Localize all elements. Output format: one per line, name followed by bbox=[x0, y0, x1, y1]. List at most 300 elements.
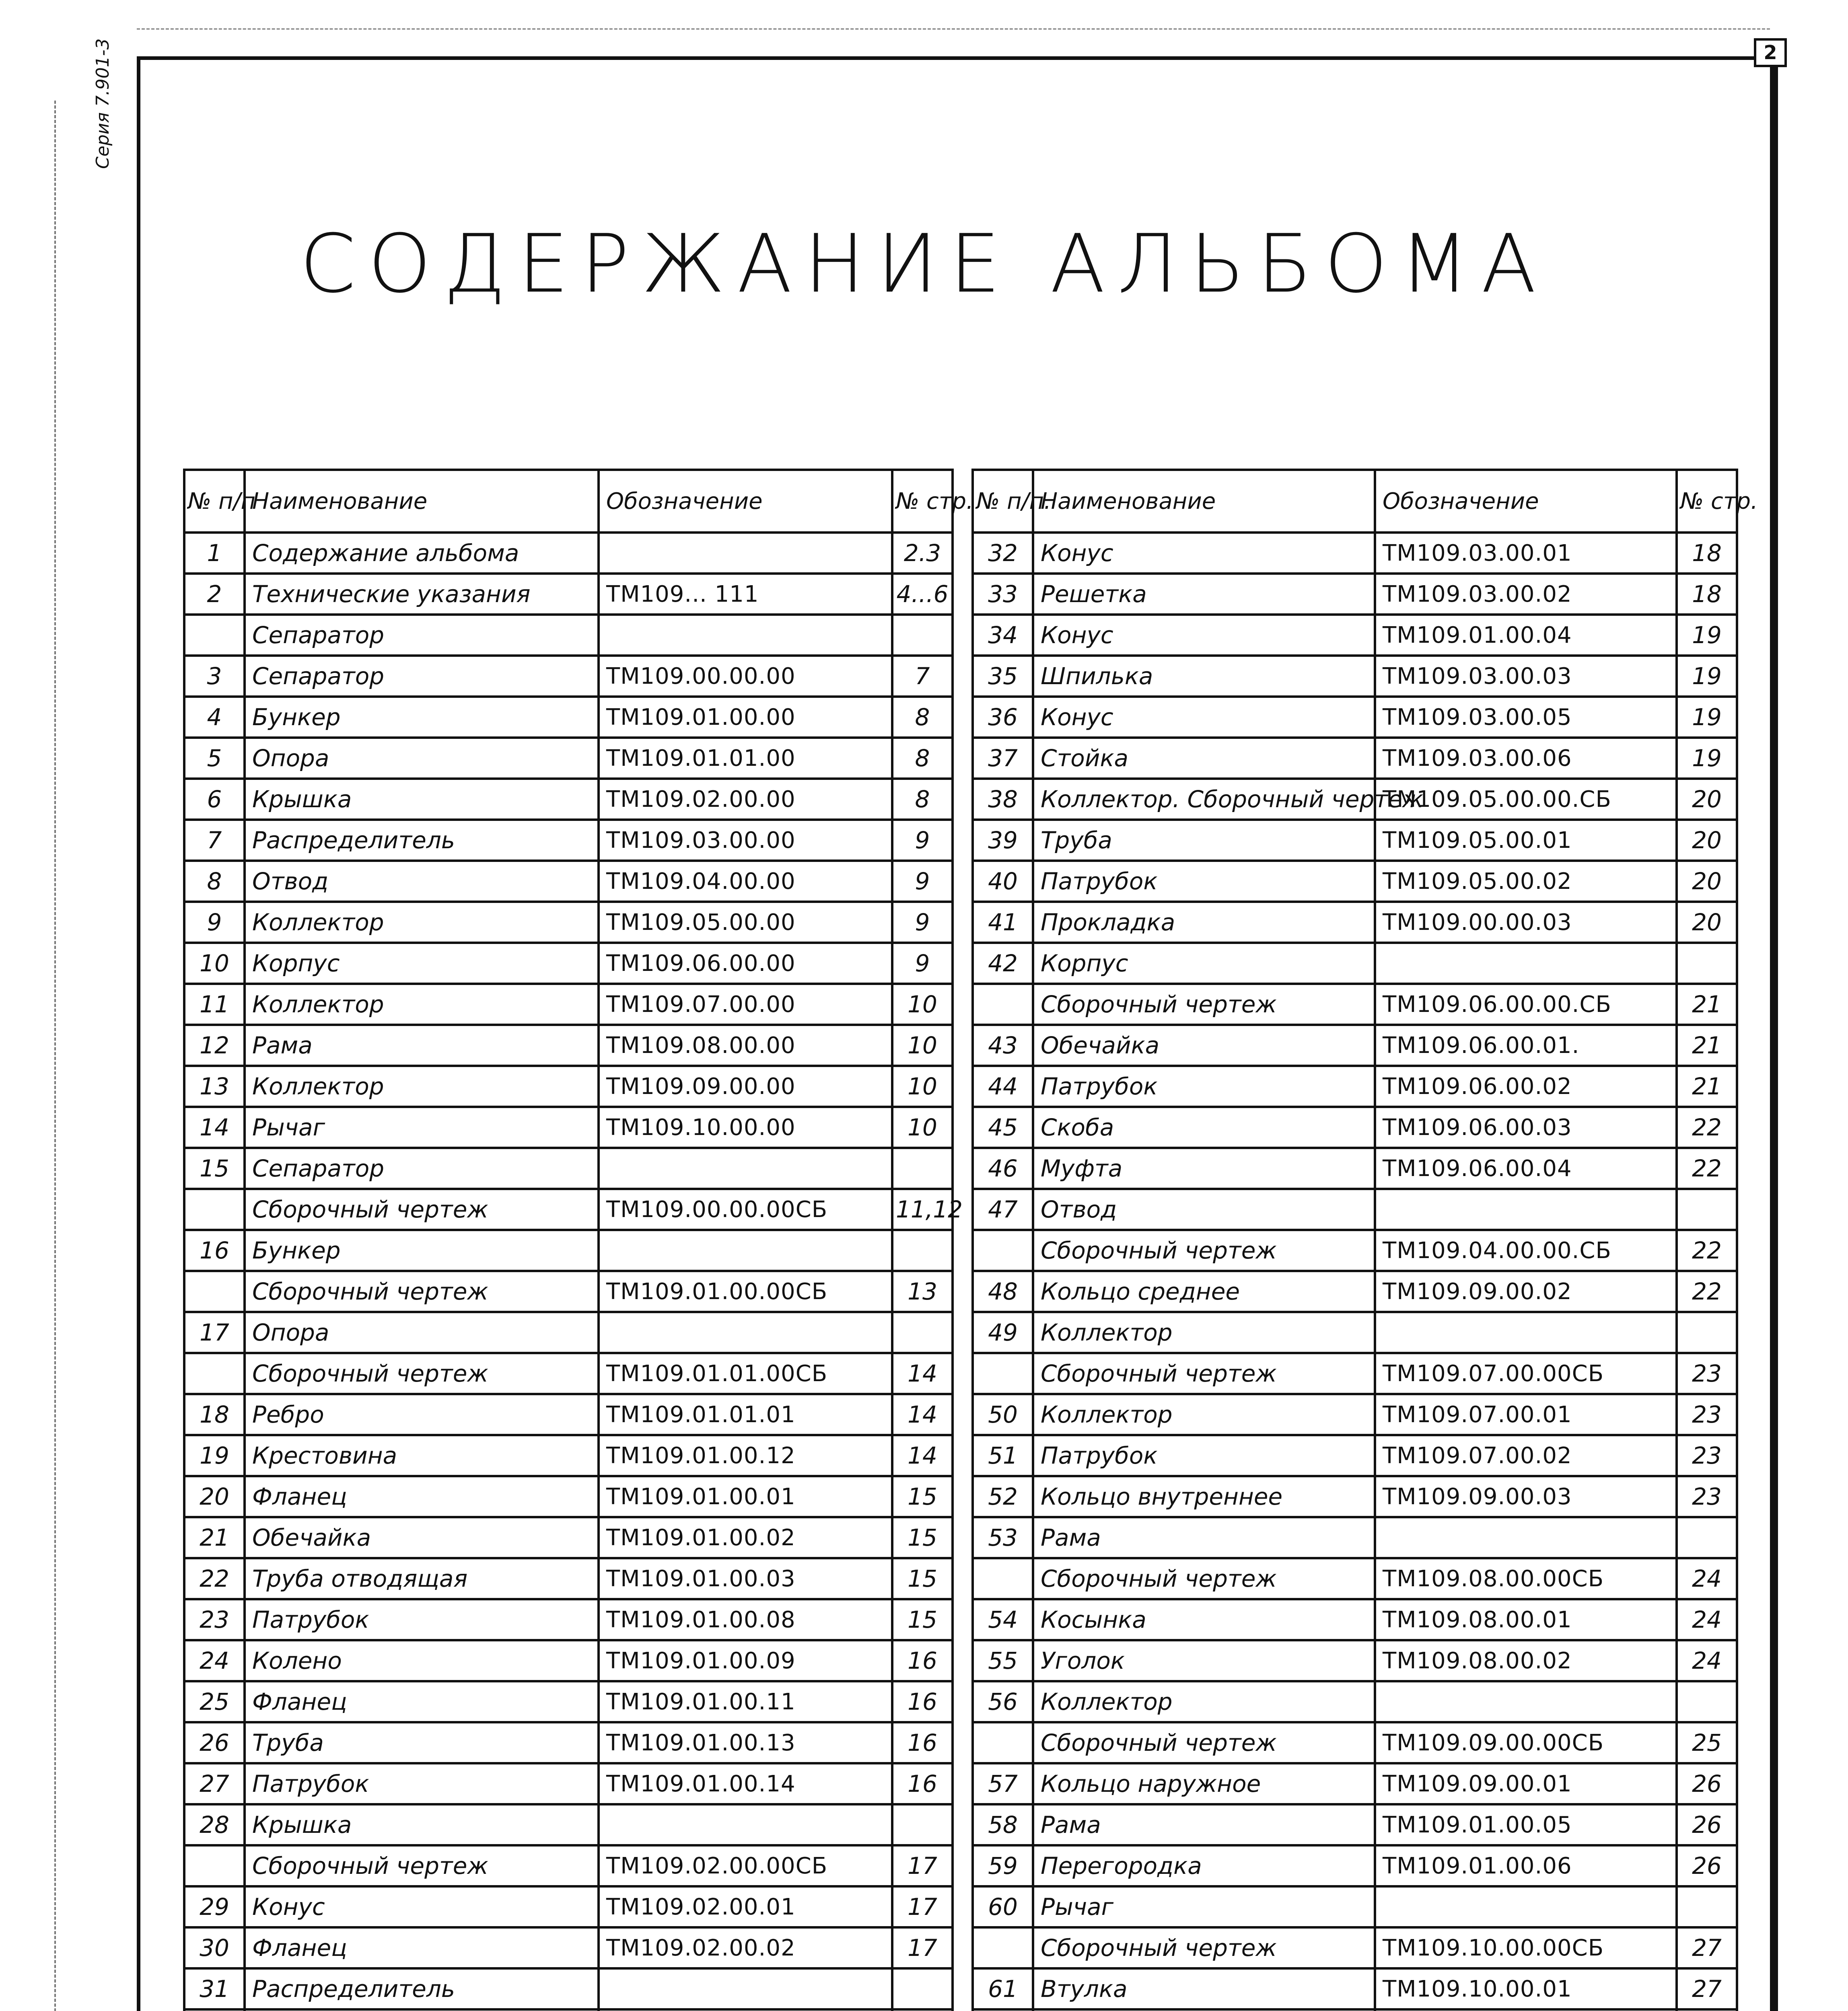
contents-table-right bbox=[971, 469, 1758, 2011]
row-page: 15 bbox=[892, 1558, 953, 1599]
row-page: 8 bbox=[892, 697, 953, 738]
row-code bbox=[599, 1148, 892, 1189]
row-page bbox=[892, 1804, 953, 1845]
row-code: ТМ109.09.00.03 bbox=[1375, 1476, 1677, 1517]
row-code bbox=[1375, 1681, 1677, 1722]
row-page bbox=[1677, 1189, 1737, 1230]
row-name: Кольцо наружное bbox=[1033, 1763, 1375, 1804]
drawing-frame-right-edge bbox=[1770, 40, 1777, 2011]
top-edge-line bbox=[137, 28, 1770, 30]
row-page bbox=[1677, 1886, 1737, 1927]
row-page: 20 bbox=[1677, 779, 1737, 820]
row-name: Фланец bbox=[245, 1681, 599, 1722]
row-name: Опора bbox=[245, 1312, 599, 1353]
row-page: 11,12 bbox=[892, 1189, 953, 1230]
row-name: Сборочный чертеж bbox=[1033, 984, 1375, 1025]
row-page: 21 bbox=[1677, 1066, 1737, 1107]
table-row bbox=[184, 902, 953, 943]
table-row bbox=[184, 1107, 953, 1148]
row-num: 20 bbox=[184, 1476, 245, 1517]
table-header-row bbox=[184, 470, 953, 533]
row-page: 24 bbox=[1677, 1599, 1737, 1640]
row-page bbox=[1677, 1681, 1737, 1722]
row-num: 23 bbox=[184, 1599, 245, 1640]
row-code: ТМ109... 111 bbox=[599, 574, 892, 615]
row-num: 36 bbox=[973, 697, 1033, 738]
row-num: 18 bbox=[184, 1394, 245, 1435]
table-row bbox=[184, 1517, 953, 1558]
table-row bbox=[973, 1845, 1737, 1886]
table-row bbox=[184, 943, 953, 984]
row-num bbox=[184, 1845, 245, 1886]
row-code: ТМ109.01.00.02 bbox=[599, 1517, 892, 1558]
row-name: Коллектор bbox=[245, 902, 599, 943]
row-num: 41 bbox=[973, 902, 1033, 943]
row-num: 14 bbox=[184, 1107, 245, 1148]
row-num: 16 bbox=[184, 1230, 245, 1271]
table-row bbox=[184, 697, 953, 738]
row-name: Обечайка bbox=[245, 1517, 599, 1558]
header-name: Наименование bbox=[245, 470, 599, 533]
row-name: Технические указания bbox=[245, 574, 599, 615]
row-code: ТМ109.03.00.06 bbox=[1375, 738, 1677, 779]
row-name: Отвод bbox=[245, 861, 599, 902]
header-num: № п/п. bbox=[973, 470, 1033, 533]
row-num: 29 bbox=[184, 1886, 245, 1927]
row-num: 9 bbox=[184, 902, 245, 943]
table-row bbox=[184, 1886, 953, 1927]
row-page bbox=[892, 1148, 953, 1189]
row-page: 8 bbox=[892, 738, 953, 779]
row-page: 18 bbox=[1677, 574, 1737, 615]
row-page: 19 bbox=[1677, 615, 1737, 656]
row-page bbox=[1677, 943, 1737, 984]
row-name: Сепаратор bbox=[245, 656, 599, 697]
row-name: Распределитель bbox=[245, 1968, 599, 2009]
row-code bbox=[1375, 1886, 1677, 1927]
row-code bbox=[599, 1968, 892, 2009]
row-name: Коллектор. Сборочный чертеж bbox=[1033, 779, 1375, 820]
row-num: 8 bbox=[184, 861, 245, 902]
row-code: ТМ109.03.00.02 bbox=[1375, 574, 1677, 615]
row-num: 5 bbox=[184, 738, 245, 779]
row-page: 17 bbox=[892, 1845, 953, 1886]
table-row bbox=[973, 574, 1737, 615]
table-row bbox=[973, 1271, 1737, 1312]
row-name: Косынка bbox=[1033, 1599, 1375, 1640]
row-name: Сборочный чертеж bbox=[245, 1353, 599, 1394]
row-num: 35 bbox=[973, 656, 1033, 697]
table-row bbox=[973, 1353, 1737, 1394]
row-page: 9 bbox=[892, 820, 953, 861]
row-num bbox=[973, 1230, 1033, 1271]
row-page: 9 bbox=[892, 902, 953, 943]
row-num: 48 bbox=[973, 1271, 1033, 1312]
row-code: ТМ109.09.00.02 bbox=[1375, 1271, 1677, 1312]
row-code: ТМ109.01.00.04 bbox=[1375, 615, 1677, 656]
row-num: 55 bbox=[973, 1640, 1033, 1681]
table-row bbox=[184, 656, 953, 697]
row-name: Сборочный чертеж bbox=[245, 1189, 599, 1230]
row-num: 31 bbox=[184, 1968, 245, 2009]
row-code: ТМ109.07.00.00СБ bbox=[1375, 1353, 1677, 1394]
table-row bbox=[973, 779, 1737, 820]
row-name: Сборочный чертеж bbox=[1033, 1353, 1375, 1394]
row-code: ТМ109.10.00.00СБ bbox=[1375, 1927, 1677, 1968]
row-page: 14 bbox=[892, 1353, 953, 1394]
row-code: ТМ109.05.00.02 bbox=[1375, 861, 1677, 902]
header-page: № стр. bbox=[892, 470, 953, 533]
contents-left-body bbox=[184, 533, 963, 2011]
row-num: 1 bbox=[184, 533, 245, 574]
row-code: ТМ109.02.00.00 bbox=[599, 779, 892, 820]
table-row bbox=[973, 1435, 1737, 1476]
table-row bbox=[184, 1722, 953, 1763]
row-code: ТМ109.01.00.13 bbox=[599, 1722, 892, 1763]
row-num: 61 bbox=[973, 1968, 1033, 2009]
row-num: 53 bbox=[973, 1517, 1033, 1558]
table-row bbox=[973, 1599, 1737, 1640]
row-code bbox=[1375, 2009, 1677, 2011]
row-code: ТМ109.08.00.01 bbox=[1375, 1599, 1677, 1640]
table-row bbox=[973, 738, 1737, 779]
row-code: ТМ109.02.00.02 bbox=[599, 1927, 892, 1968]
row-num: 3 bbox=[184, 656, 245, 697]
table-row bbox=[973, 1476, 1737, 1517]
row-name: Крышка bbox=[245, 779, 599, 820]
row-num: 39 bbox=[973, 820, 1033, 861]
row-name: Корпус bbox=[245, 943, 599, 984]
row-page bbox=[892, 1230, 953, 1271]
row-num: 42 bbox=[973, 943, 1033, 984]
table-row bbox=[973, 533, 1737, 574]
table-row bbox=[184, 1435, 953, 1476]
table-row bbox=[973, 1394, 1737, 1435]
row-name: Содержание альбома bbox=[245, 533, 599, 574]
row-code: ТМ109.08.00.02 bbox=[1375, 1640, 1677, 1681]
row-page: 25 bbox=[1677, 1722, 1737, 1763]
row-name: Рама bbox=[1033, 1517, 1375, 1558]
row-code: ТМ109.08.00.00 bbox=[599, 1025, 892, 1066]
row-code: ТМ109.09.00.01 bbox=[1375, 1763, 1677, 1804]
table-row bbox=[973, 1722, 1737, 1763]
header-name: Наименование bbox=[1033, 470, 1375, 533]
row-page: 13 bbox=[892, 1271, 953, 1312]
row-page: 24 bbox=[1677, 1640, 1737, 1681]
row-code: ТМ109.01.00.01 bbox=[599, 1476, 892, 1517]
row-name: Рама bbox=[1033, 1804, 1375, 1845]
table-row bbox=[184, 1025, 953, 1066]
row-num: 30 bbox=[184, 1927, 245, 1968]
row-code: ТМ109.09.00.00СБ bbox=[1375, 1722, 1677, 1763]
table-row bbox=[973, 1927, 1737, 1968]
table-row bbox=[184, 1763, 953, 1804]
row-name: Рычаг bbox=[1033, 1886, 1375, 1927]
row-code bbox=[1375, 1189, 1677, 1230]
row-num bbox=[973, 1927, 1033, 1968]
row-name: Коллектор bbox=[1033, 1312, 1375, 1353]
row-page: 15 bbox=[892, 1599, 953, 1640]
row-num: 33 bbox=[973, 574, 1033, 615]
row-num: 17 bbox=[184, 1312, 245, 1353]
row-page: 27 bbox=[1677, 1968, 1737, 2009]
row-num: 13 bbox=[184, 1066, 245, 1107]
row-page: 23 bbox=[1677, 1435, 1737, 1476]
row-num: 2 bbox=[184, 574, 245, 615]
row-num bbox=[973, 1353, 1033, 1394]
row-code: ТМ109.07.00.00 bbox=[599, 984, 892, 1025]
row-code: ТМ109.07.00.02 bbox=[1375, 1435, 1677, 1476]
row-page: 10 bbox=[892, 1025, 953, 1066]
row-num: 51 bbox=[973, 1435, 1033, 1476]
row-name: Шпилька bbox=[1033, 656, 1375, 697]
row-page: 15 bbox=[892, 1517, 953, 1558]
table-row bbox=[973, 1148, 1737, 1189]
page-number: 2 bbox=[1754, 38, 1787, 67]
row-code: ТМ109.03.00.05 bbox=[1375, 697, 1677, 738]
row-code bbox=[599, 2009, 892, 2011]
row-page: 23 bbox=[1677, 1394, 1737, 1435]
row-code: ТМ109.01.01.01 bbox=[599, 1394, 892, 1435]
table-row bbox=[973, 1066, 1737, 1107]
row-name: Бункер bbox=[245, 697, 599, 738]
header-num: № п/п bbox=[184, 470, 245, 533]
row-num: 15 bbox=[184, 1148, 245, 1189]
row-name: Фланец bbox=[245, 1476, 599, 1517]
table-row bbox=[973, 656, 1737, 697]
row-code bbox=[599, 615, 892, 656]
table-row bbox=[184, 1394, 953, 1435]
row-page: 9 bbox=[892, 943, 953, 984]
table-row bbox=[973, 1025, 1737, 1066]
table-row bbox=[184, 1804, 953, 1845]
row-num: 54 bbox=[973, 1599, 1033, 1640]
table-row bbox=[973, 1968, 1737, 2009]
row-code: ТМ109.10.00.01 bbox=[1375, 1968, 1677, 2009]
row-page: 17 bbox=[892, 1927, 953, 1968]
row-num: 50 bbox=[973, 1394, 1033, 1435]
row-page: 19 bbox=[1677, 738, 1737, 779]
row-page: 16 bbox=[892, 1722, 953, 1763]
row-page: 10 bbox=[892, 1107, 953, 1148]
table-row bbox=[184, 2009, 953, 2011]
table-row bbox=[184, 1476, 953, 1517]
row-num: 7 bbox=[184, 820, 245, 861]
row-page: 16 bbox=[892, 1640, 953, 1681]
row-page: 21 bbox=[1677, 984, 1737, 1025]
row-code bbox=[1375, 1312, 1677, 1353]
row-code: ТМ109.06.00.00 bbox=[599, 943, 892, 984]
row-code: ТМ109.01.00.09 bbox=[599, 1640, 892, 1681]
row-num bbox=[973, 984, 1033, 1025]
row-num: 24 bbox=[184, 1640, 245, 1681]
row-num: 6 bbox=[184, 779, 245, 820]
row-code: ТМ109.10.00.00 bbox=[599, 1107, 892, 1148]
row-code: ТМ109.03.00.00 bbox=[599, 820, 892, 861]
table-row bbox=[973, 1804, 1737, 1845]
row-name: Коллектор bbox=[245, 1066, 599, 1107]
row-page: 10 bbox=[892, 984, 953, 1025]
binding-margin-line bbox=[54, 101, 56, 2011]
row-name: Распределитель bbox=[245, 820, 599, 861]
row-num: 32 bbox=[973, 533, 1033, 574]
row-name: Труба отводящая bbox=[245, 1558, 599, 1599]
row-code: ТМ109.04.00.00.СБ bbox=[1375, 1230, 1677, 1271]
row-page bbox=[1677, 2009, 1737, 2011]
row-num: 57 bbox=[973, 1763, 1033, 1804]
table-row bbox=[973, 984, 1737, 1025]
row-page bbox=[892, 2009, 953, 2011]
row-code: ТМ109.01.00.05 bbox=[1375, 1804, 1677, 1845]
row-num: 22 bbox=[184, 1558, 245, 1599]
row-code: ТМ109.01.00.14 bbox=[599, 1763, 892, 1804]
row-num: 45 bbox=[973, 1107, 1033, 1148]
row-name: Конус bbox=[1033, 697, 1375, 738]
contents-right-body bbox=[973, 533, 1737, 2011]
row-name: Фланец bbox=[245, 1927, 599, 1968]
row-name: Труба bbox=[245, 1722, 599, 1763]
row-name: Сборочный чертеж bbox=[1033, 1558, 1375, 1599]
row-name: Опора bbox=[245, 738, 599, 779]
row-num: 60 bbox=[973, 1886, 1033, 1927]
row-name: Колено bbox=[245, 1640, 599, 1681]
table-row bbox=[973, 1517, 1737, 1558]
row-name: Конус bbox=[1033, 533, 1375, 574]
row-name: Сборочный чертеж bbox=[1033, 1722, 1375, 1763]
table-row bbox=[184, 738, 953, 779]
row-code: ТМ109.01.00.11 bbox=[599, 1681, 892, 1722]
row-name: Крестовина bbox=[245, 1435, 599, 1476]
row-page: 19 bbox=[1677, 697, 1737, 738]
row-name: Коллектор bbox=[1033, 1394, 1375, 1435]
row-page: 26 bbox=[1677, 1763, 1737, 1804]
table-row bbox=[973, 1886, 1737, 1927]
row-code: ТМ109.01.00.00 bbox=[599, 697, 892, 738]
table-row bbox=[184, 1599, 953, 1640]
row-num: 52 bbox=[973, 1476, 1033, 1517]
row-name: Коллектор bbox=[245, 984, 599, 1025]
row-name: Сепаратор bbox=[245, 615, 599, 656]
row-name: Уголок bbox=[1033, 1640, 1375, 1681]
row-code: ТМ109.03.00.01 bbox=[1375, 533, 1677, 574]
row-name: Труба bbox=[1033, 820, 1375, 861]
row-code: ТМ109.06.00.04 bbox=[1375, 1148, 1677, 1189]
row-code: ТМ109.01.00.08 bbox=[599, 1599, 892, 1640]
row-code bbox=[1375, 1517, 1677, 1558]
row-name: Коллектор bbox=[1033, 1681, 1375, 1722]
row-page: 2.3 bbox=[892, 533, 953, 574]
row-page: 23 bbox=[1677, 1353, 1737, 1394]
header-page: № стр. bbox=[1677, 470, 1737, 533]
row-num: 34 bbox=[973, 615, 1033, 656]
table-row bbox=[184, 1271, 953, 1312]
row-name: Рама bbox=[245, 1025, 599, 1066]
row-name: Патрубок bbox=[1033, 1435, 1375, 1476]
table-row bbox=[184, 861, 953, 902]
table-row bbox=[973, 861, 1737, 902]
row-code: ТМ109.08.00.00СБ bbox=[1375, 1558, 1677, 1599]
row-page bbox=[892, 615, 953, 656]
table-row bbox=[184, 1189, 953, 1230]
row-num bbox=[184, 1189, 245, 1230]
table-row bbox=[973, 1640, 1737, 1681]
row-num bbox=[184, 2009, 245, 2011]
row-num: 58 bbox=[973, 1804, 1033, 1845]
table-row bbox=[184, 1353, 953, 1394]
table-row bbox=[973, 943, 1737, 984]
row-page: 14 bbox=[892, 1394, 953, 1435]
row-name: Прокладка bbox=[1033, 902, 1375, 943]
row-code: ТМ109.04.00.00 bbox=[599, 861, 892, 902]
table-row bbox=[973, 1763, 1737, 1804]
table-row bbox=[973, 1558, 1737, 1599]
row-num: 27 bbox=[184, 1763, 245, 1804]
table-row bbox=[973, 2009, 1737, 2011]
row-num bbox=[184, 1271, 245, 1312]
row-name: Кольцо внутреннее bbox=[1033, 1476, 1375, 1517]
row-num bbox=[184, 615, 245, 656]
table-header-row bbox=[973, 470, 1737, 533]
row-num: 4 bbox=[184, 697, 245, 738]
table-row bbox=[184, 1148, 953, 1189]
row-num: 19 bbox=[184, 1435, 245, 1476]
row-code: ТМ109.05.00.01 bbox=[1375, 820, 1677, 861]
table-row bbox=[973, 1107, 1737, 1148]
row-num: 21 bbox=[184, 1517, 245, 1558]
row-code bbox=[599, 533, 892, 574]
table-row bbox=[973, 1312, 1737, 1353]
row-page bbox=[1677, 1312, 1737, 1353]
table-row bbox=[973, 615, 1737, 656]
row-code: ТМ109.05.00.00 bbox=[599, 902, 892, 943]
row-page bbox=[892, 1312, 953, 1353]
row-code: ТМ109.01.00.03 bbox=[599, 1558, 892, 1599]
row-name: Кольцо среднее bbox=[1033, 1271, 1375, 1312]
header-code: Обозначение bbox=[1375, 470, 1677, 533]
row-num: 10 bbox=[184, 943, 245, 984]
table-row bbox=[184, 1230, 953, 1271]
series-label: Серия 7.901-3 bbox=[93, 38, 113, 169]
row-code: ТМ109.00.00.00 bbox=[599, 656, 892, 697]
row-page: 17 bbox=[892, 1886, 953, 1927]
row-page: 24 bbox=[1677, 1558, 1737, 1599]
row-name: Перегородка bbox=[1033, 1845, 1375, 1886]
row-page: 7 bbox=[892, 656, 953, 697]
row-num bbox=[973, 1558, 1033, 1599]
row-num: 46 bbox=[973, 1148, 1033, 1189]
row-num: 56 bbox=[973, 1681, 1033, 1722]
row-page: 15 bbox=[892, 1476, 953, 1517]
row-page: 8 bbox=[892, 779, 953, 820]
row-code bbox=[1375, 943, 1677, 984]
row-code: ТМ109.03.00.03 bbox=[1375, 656, 1677, 697]
table-row bbox=[184, 1558, 953, 1599]
row-page: 20 bbox=[1677, 820, 1737, 861]
row-name: Патрубок bbox=[1033, 1066, 1375, 1107]
row-name bbox=[1033, 2009, 1375, 2011]
row-name: Сепаратор bbox=[245, 1148, 599, 1189]
row-page: 14 bbox=[892, 1435, 953, 1476]
row-code: ТМ109.00.00.00СБ bbox=[599, 1189, 892, 1230]
row-page: 26 bbox=[1677, 1845, 1737, 1886]
row-page: 26 bbox=[1677, 1804, 1737, 1845]
table-row bbox=[184, 1681, 953, 1722]
row-num bbox=[973, 2009, 1033, 2011]
row-page: 22 bbox=[1677, 1107, 1737, 1148]
table-row bbox=[184, 1066, 953, 1107]
row-name: Патрубок bbox=[1033, 861, 1375, 902]
row-num: 40 bbox=[973, 861, 1033, 902]
